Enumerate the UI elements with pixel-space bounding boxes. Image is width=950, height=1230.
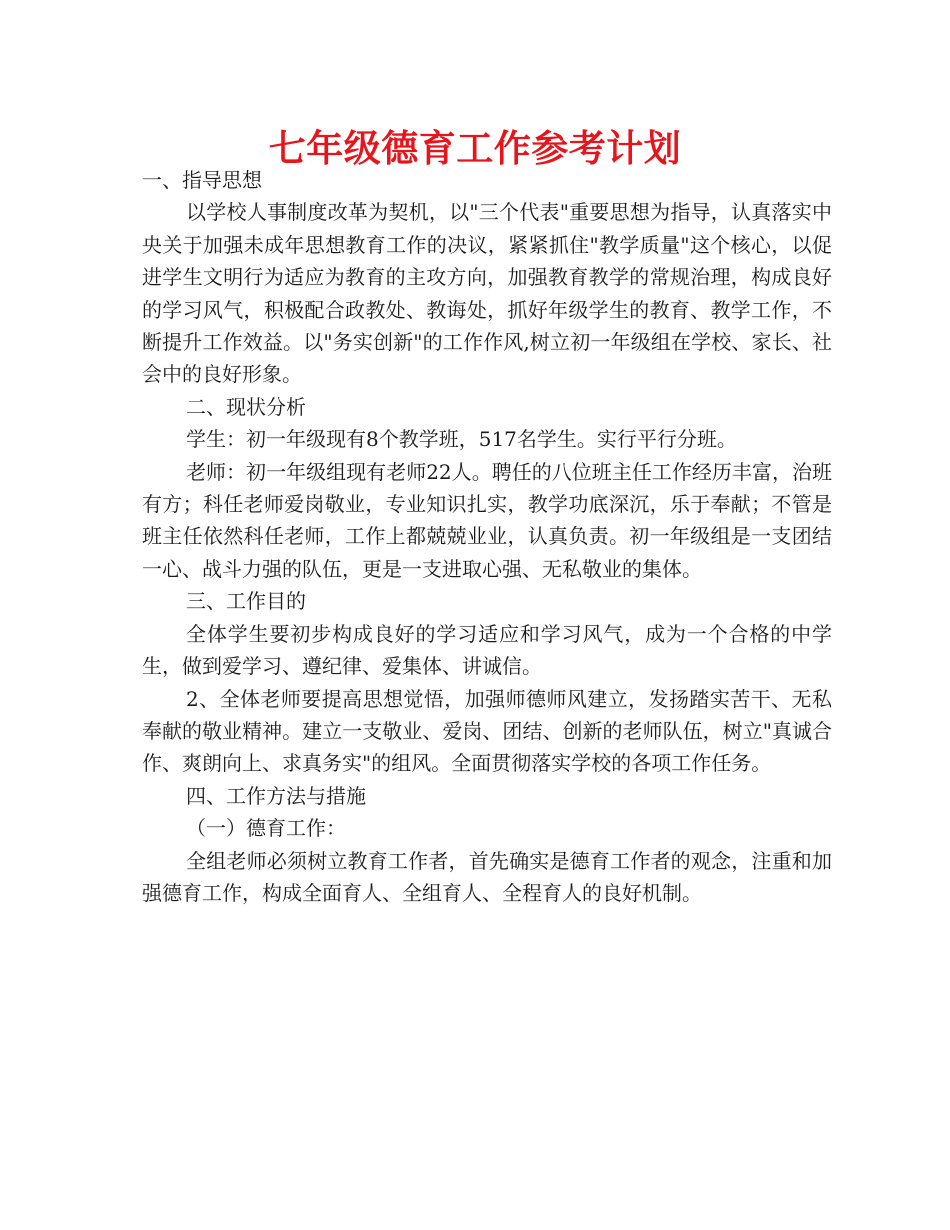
section-heading-methods: 四、工作方法与措施 (186, 783, 366, 808)
paragraph-student-goals: 全体学生要初步构成良好的学习适应和学习风气，成为一个合格的中学生，做到爱学习、遵纪律、爱集体、讲诚信。 (142, 621, 832, 679)
section-heading-guiding-ideology: 一、指导思想 (142, 168, 262, 192)
paragraph-guiding-ideology: 以学校人事制度改革为契机，以"三个代表"重要思想为指导，认真落实中央关于加强未成年思想教育工作的决议，紧紧抓住"教学质量"这个核心，以促进学生文明行为适应为教育的主攻方向，加强教育教学的常规治理，构成良好的学习风气，积极配合政教处、教诲处，抓好年级学生的教育、教学工作，不断提升工作效益。以"务实创新"的工作作风,树立初一年级组在学校、家长、社会中的良好形象。 (142, 200, 832, 387)
document-title: 七年级德育工作参考计划 (268, 127, 682, 170)
paragraph-students: 学生：初一年级现有8个教学班，517名学生。实行平行分班。 (186, 427, 737, 452)
paragraph-teachers: 老师：初一年级组现有老师22人。聘任的八位班主任工作经历丰富，治班有方；科任老师爱岗敬业，专业知识扎实，教学功底深沉，乐于奉献；不管是班主任依然科任老师，工作上都兢兢业业，认真负责。初一年级组是一支团结一心、战斗力强的队伍，更是一支进取心强、无私敬业的集体。 (142, 459, 832, 581)
paragraph-teacher-goals: 2、全体老师要提高思想觉悟，加强师德师风建立，发扬踏实苦干、无私奉献的敬业精神。建立一支敬业、爱岗、团结、创新的老师队伍，树立"真诚合作、爽朗向上、求真务实"的组风。全面贯彻落实学校的各项工作任务。 (142, 686, 832, 776)
subsection-heading-moral-education: （一）德育工作： (186, 816, 346, 841)
section-heading-work-goals: 三、工作目的 (186, 589, 306, 614)
paragraph-moral-education: 全组老师必须树立教育工作者，首先确实是德育工作者的观念，注重和加强德育工作，构成全面育人、全组育人、全程育人的良好机制。 (142, 848, 832, 905)
document-body (142, 164, 832, 909)
section-heading-current-situation: 二、现状分析 (186, 394, 306, 419)
